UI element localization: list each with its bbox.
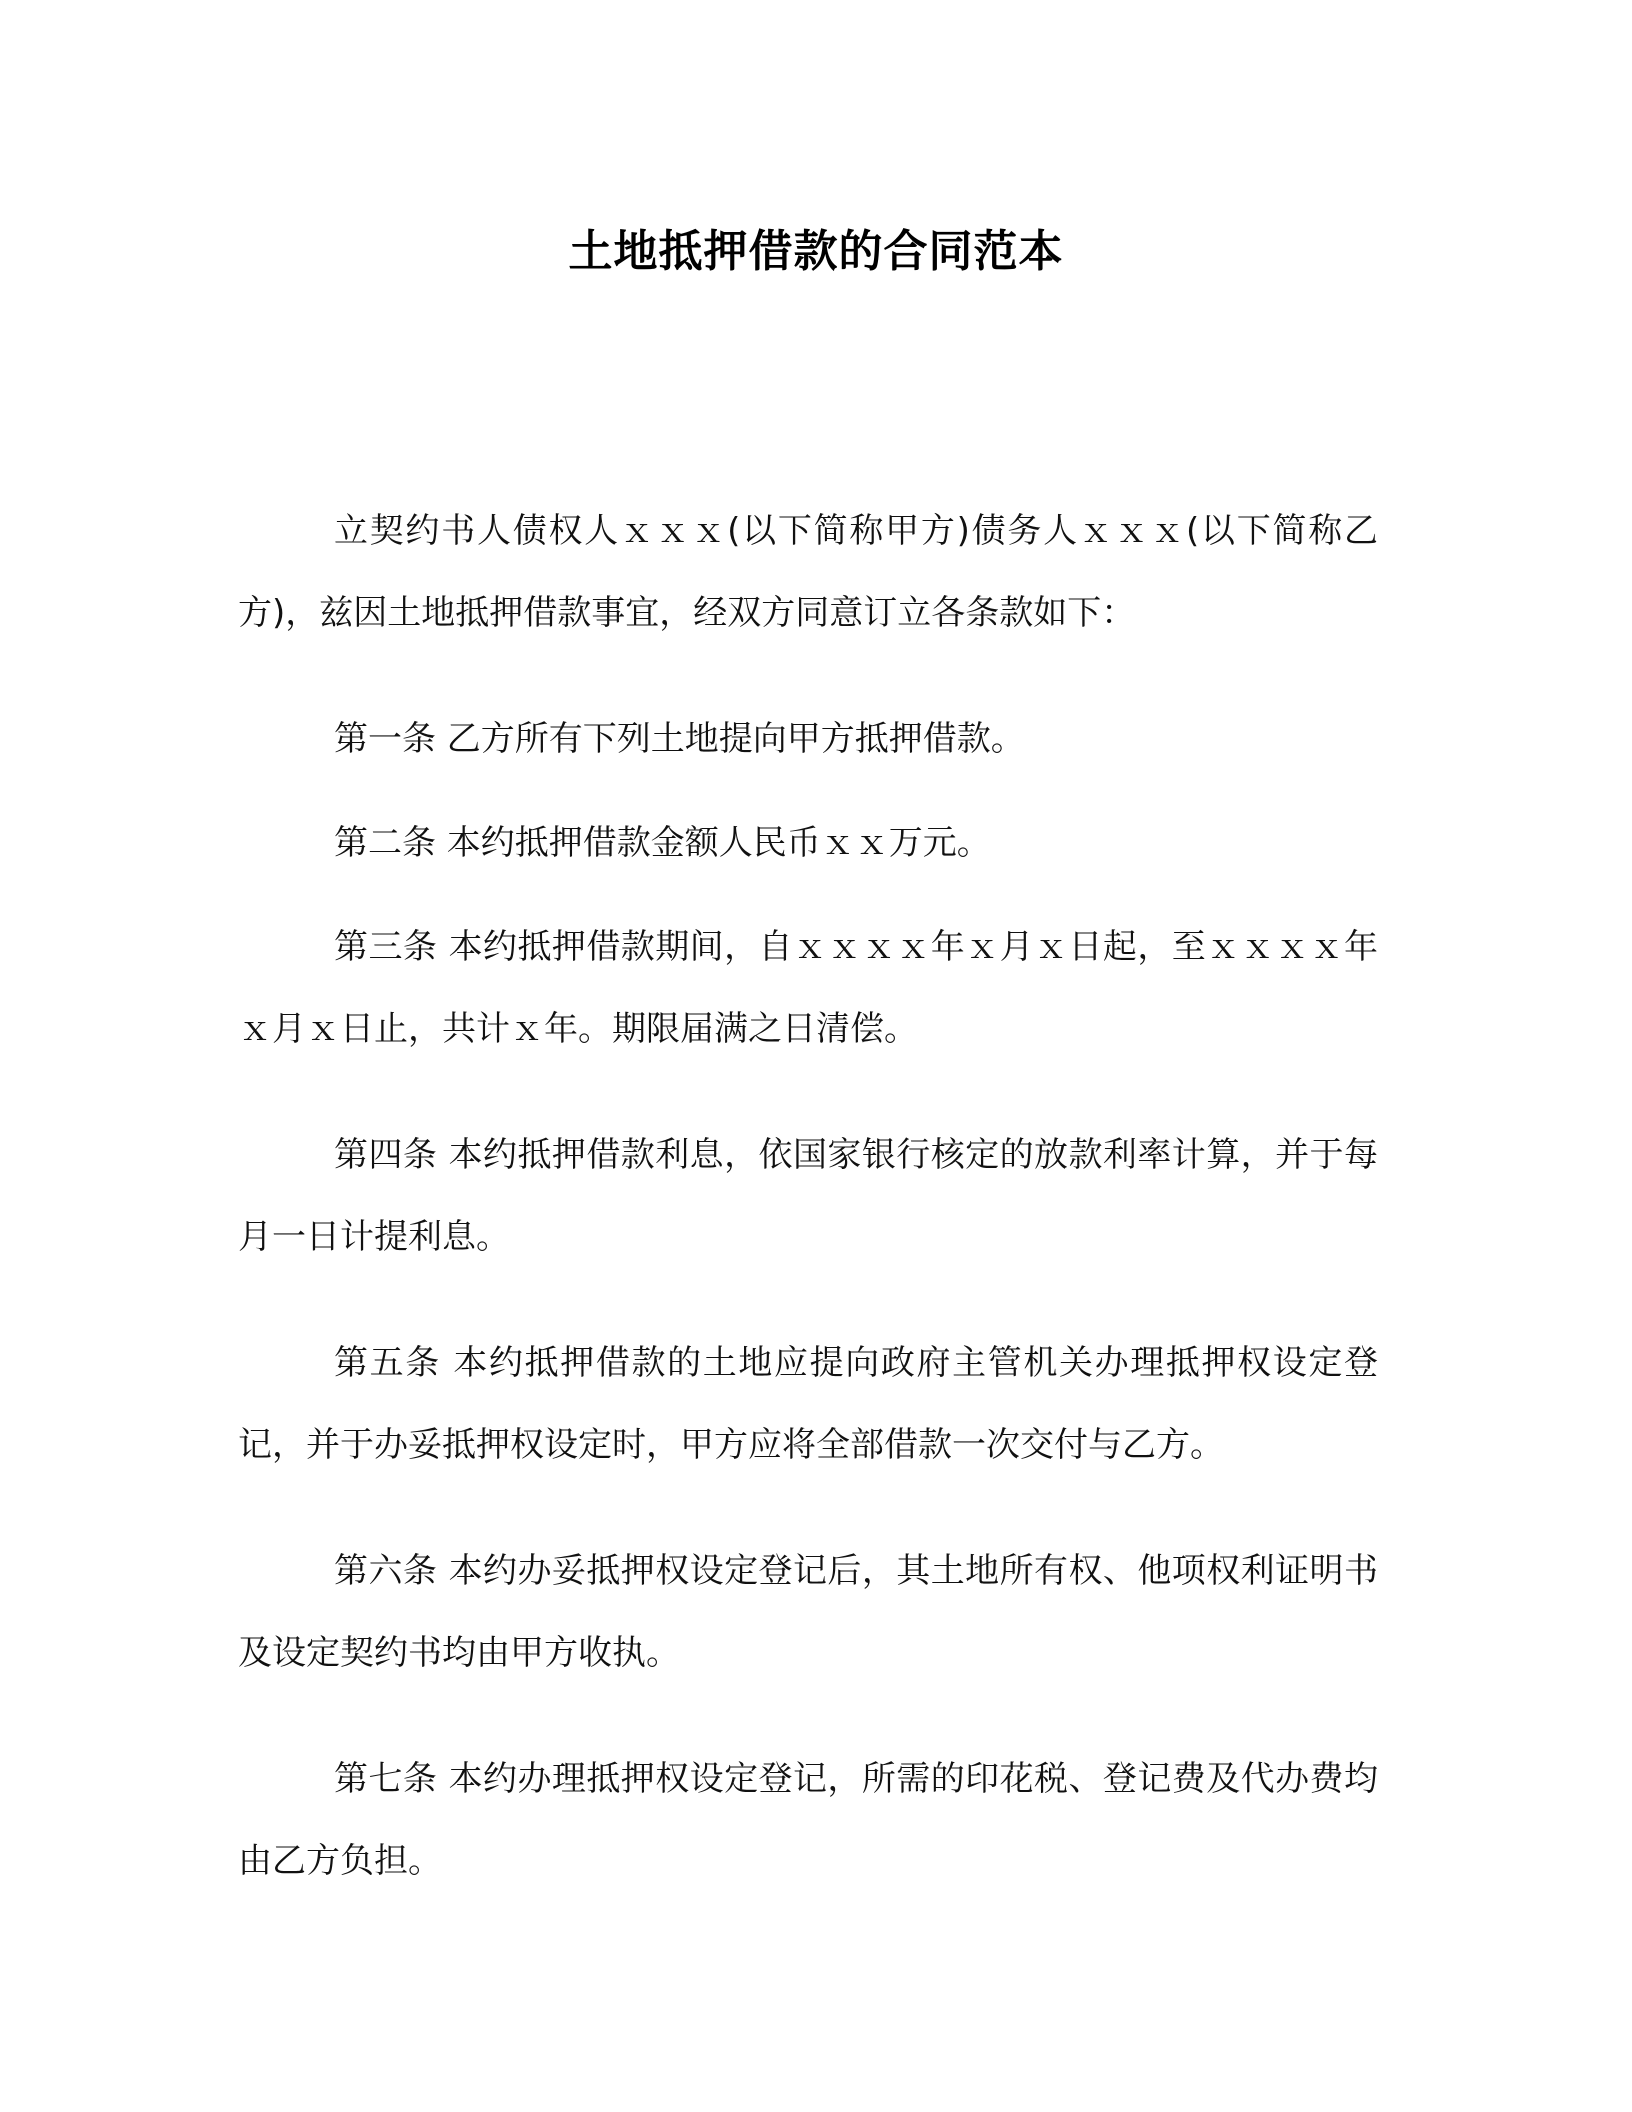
paragraph-preamble: 立契约书人债权人ｘｘｘ(以下简称甲方)债务人ｘｘｘ(以下简称乙方)，兹因土地抵押借款事宜，经双方同意订立各条款如下： <box>238 511 1378 633</box>
document-title: 土地抵押借款的合同范本 <box>568 226 1064 277</box>
document-body <box>238 490 1378 1946</box>
paragraph-article-6: 第六条 本约办妥抵押权设定登记后，其土地所有权、他项权利证明书及设定契约书均由甲方收执。 <box>238 1551 1378 1673</box>
paragraph-article-2: 第二条 本约抵押借款金额人民币ｘｘ万元。 <box>334 823 991 863</box>
paragraph-article-1: 第一条 乙方所有下列土地提向甲方抵押借款。 <box>334 719 1025 759</box>
paragraph-article-3: 第三条 本约抵押借款期间，自ｘｘｘｘ年ｘ月ｘ日起，至ｘｘｘｘ年ｘ月ｘ日止，共计ｘ年。期限届满之日清偿。 <box>238 927 1378 1049</box>
paragraph-article-7: 第七条 本约办理抵押权设定登记，所需的印花税、登记费及代办费均由乙方负担。 <box>238 1759 1378 1881</box>
paragraph-article-5: 第五条 本约抵押借款的土地应提向政府主管机关办理抵押权设定登记，并于办妥抵押权设定时，甲方应将全部借款一次交付与乙方。 <box>238 1343 1378 1465</box>
paragraph-article-4: 第四条 本约抵押借款利息，依国家银行核定的放款利率计算，并于每月一日计提利息。 <box>238 1135 1378 1257</box>
